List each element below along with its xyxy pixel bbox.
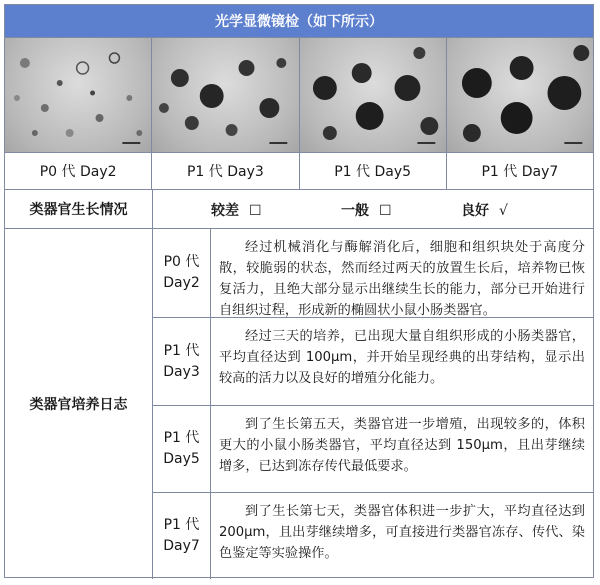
report-table	[4, 4, 594, 578]
entry-day	[153, 318, 211, 405]
entry-passage: P1 代	[163, 430, 200, 446]
entry-passage: P1 代	[163, 517, 200, 533]
option-good	[461, 200, 508, 220]
caption-p0-day2: P0 代 Day2	[5, 153, 152, 189]
checkbox-average: ☐	[379, 203, 392, 219]
section-header: 光学显微镜检（如下所示）	[5, 5, 593, 38]
culture-log-label: 类器官培养日志	[5, 229, 153, 579]
log-entry-p0-day2	[153, 229, 593, 318]
micrograph-p1-day5	[300, 38, 447, 152]
checkbox-poor: ☐	[249, 203, 262, 219]
log-entries	[153, 229, 593, 579]
caption-p1-day3: P1 代 Day3	[152, 153, 299, 189]
entry-passage: P0 代	[163, 254, 200, 270]
culture-log-section	[5, 229, 593, 579]
log-entry-p1-day3	[153, 318, 593, 406]
entry-dayno: Day7	[163, 538, 200, 554]
entry-dayno: Day3	[163, 363, 200, 380]
growth-status-label: 类器官生长情况	[5, 190, 153, 228]
growth-status-row	[5, 190, 593, 229]
micrograph-row	[5, 38, 593, 153]
entry-text: 到了生长第七天，类器官体积进一步扩大，平均直径达到 200μm，且出芽继续增多，可直接进行类器官冻存、传代、染色鉴定等实验操作。	[219, 504, 585, 561]
entry-passage: P1 代	[163, 342, 200, 359]
caption-p1-day5: P1 代 Day5	[300, 153, 447, 189]
log-entry-p1-day7	[153, 493, 593, 579]
entry-dayno: Day5	[163, 451, 200, 467]
check-mark-good: √	[499, 203, 508, 219]
entry-day	[153, 493, 211, 579]
caption-p1-day7: P1 代 Day7	[481, 164, 559, 180]
entry-text: 到了生长第五天，类器官进一步增殖，出现较多的，体积更大的小鼠小肠类器官，平均直径达到 150μm，且出芽继续增多，已达到冻存传代最低要求。	[219, 417, 585, 474]
log-entry-p1-day5	[153, 406, 593, 493]
option-average-label: 一般	[341, 203, 369, 219]
entry-text: 经过机械消化与酶解消化后，细胞和组织块处于高度分散，较脆弱的状态，然而经过两天的放置生长后，培养物已恢复活力，且绝大部分显示出继续生长的能力，部分已开始进行自组织过程，形成新的椭圆状小鼠小肠类器官。	[219, 240, 585, 318]
micrograph-p1-day7	[447, 38, 593, 152]
entry-text: 经过三天的培养，已出现大量自组织形成的小肠类器官，平均直径达到 100μm，并开始呈现经典的出芽结构，显示出较高的活力以及良好的增殖分化能力。	[219, 329, 585, 386]
option-average	[341, 200, 392, 220]
entry-day	[153, 406, 211, 492]
entry-dayno: Day2	[163, 275, 200, 291]
entry-day	[153, 229, 211, 317]
growth-options	[153, 190, 593, 228]
micrograph-p1-day3	[152, 38, 299, 152]
option-poor	[211, 200, 262, 220]
micrograph-p0-day2	[5, 38, 152, 152]
option-good-label: 良好	[461, 203, 489, 219]
micrograph-captions	[5, 153, 593, 190]
option-poor-label: 较差	[211, 203, 239, 219]
